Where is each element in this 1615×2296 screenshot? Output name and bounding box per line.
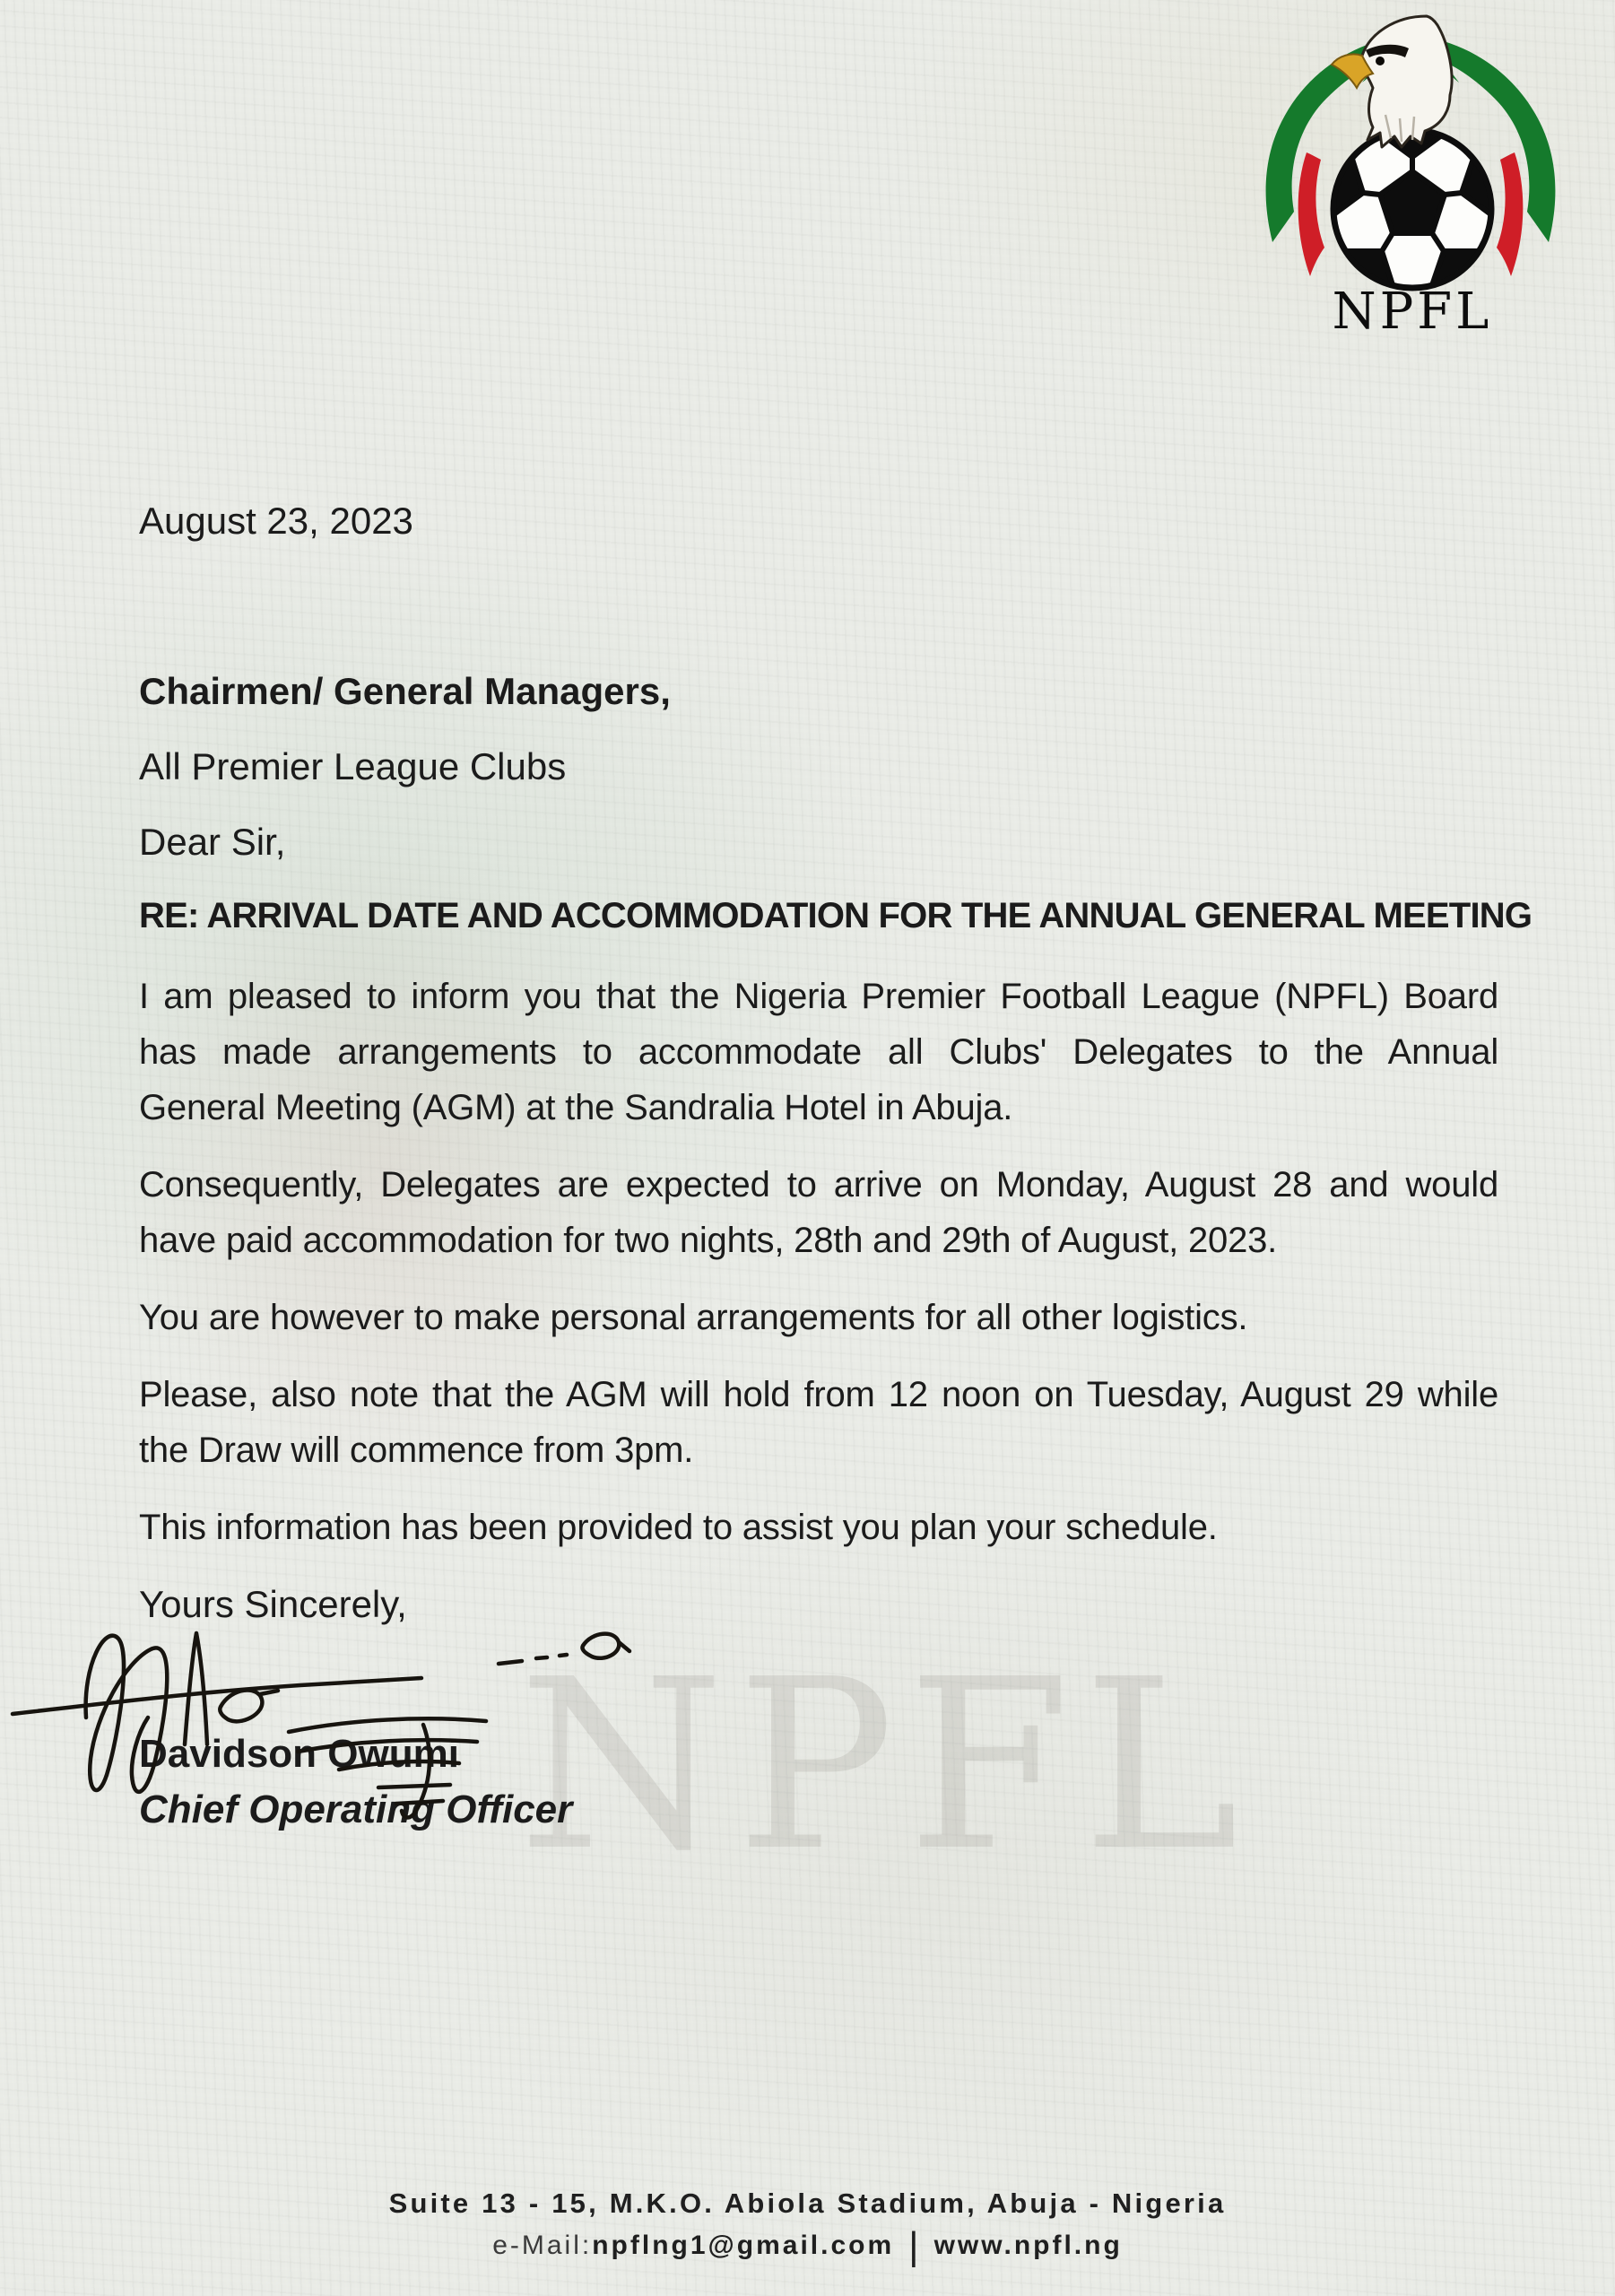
salutation: Dear Sir,: [139, 821, 286, 863]
paragraph-line: You are however to make personal arrangements for all other logistics.: [139, 1298, 1248, 1337]
subject-line: RE: ARRIVAL DATE AND ACCOMMODATION FOR THE ANNUAL GENERAL MEETING: [139, 896, 1533, 935]
footer-separator: |: [908, 2224, 922, 2268]
paragraph: [139, 1500, 1498, 1555]
red-stripe-left-icon: [1298, 152, 1324, 276]
signatory-name: Davidson Owumi: [139, 1732, 459, 1776]
closing-block: [139, 1577, 1498, 1835]
footer-address: Suite 13 - 15, M.K.O. Abiola Stadium, Abuja - Nigeria: [388, 2187, 1227, 2219]
npfl-logo: [1249, 7, 1572, 341]
paragraph-line: have paid accommodation for two nights, 28th and 29th of August, 2023.: [139, 1221, 1278, 1260]
signatory-title: Chief Operating Officer: [139, 1787, 573, 1831]
npfl-watermark: NPFL: [518, 1629, 1252, 1902]
red-stripe-right-icon: [1497, 152, 1523, 276]
paragraph-line: the Draw will commence from 3pm.: [139, 1431, 694, 1470]
paragraph-line: General Meeting (AGM) at the Sandralia Hotel in Abuja.: [139, 1088, 1013, 1127]
eagle-eye-icon: [1376, 57, 1385, 65]
valediction: Yours Sincerely,: [139, 1583, 407, 1625]
footer-email-label: e-Mail:: [492, 2231, 593, 2260]
footer-website: www.npfl.ng: [933, 2231, 1123, 2260]
letter-body: [139, 969, 1498, 1555]
paragraph-line: This information has been provided to assist you plan your schedule.: [139, 1508, 1218, 1547]
paragraph: [139, 1290, 1498, 1345]
footer-email: npflng1@gmail.com: [592, 2231, 895, 2260]
recipient-line-2: All Premier League Clubs: [139, 745, 567, 787]
logo-wordmark: NPFL: [1332, 283, 1493, 341]
eagle-head-icon: [1332, 16, 1452, 147]
paragraph: [139, 969, 1498, 1135]
paragraph: [139, 1157, 1498, 1268]
paragraph-line: Consequently, Delegates are expected to arrive on Monday, August 28 and would: [139, 1165, 1498, 1205]
paragraph: [139, 1367, 1498, 1478]
recipient-line-1: Chairmen/ General Managers,: [139, 670, 671, 712]
paragraph-line: I am pleased to inform you that the Nigeria Premier Football League (NPFL) Board: [139, 977, 1498, 1016]
paragraph-line: Please, also note that the AGM will hold from 12 noon on Tuesday, August 29 while: [139, 1375, 1498, 1414]
footer: [0, 2186, 1615, 2268]
footer-contacts: [0, 2223, 1615, 2268]
paragraph-line: has made arrangements to accommodate all Clubs' Delegates to the Annual: [139, 1032, 1498, 1072]
signature-scribble: [0, 1608, 726, 1832]
letter-date: August 23, 2023: [139, 500, 413, 542]
